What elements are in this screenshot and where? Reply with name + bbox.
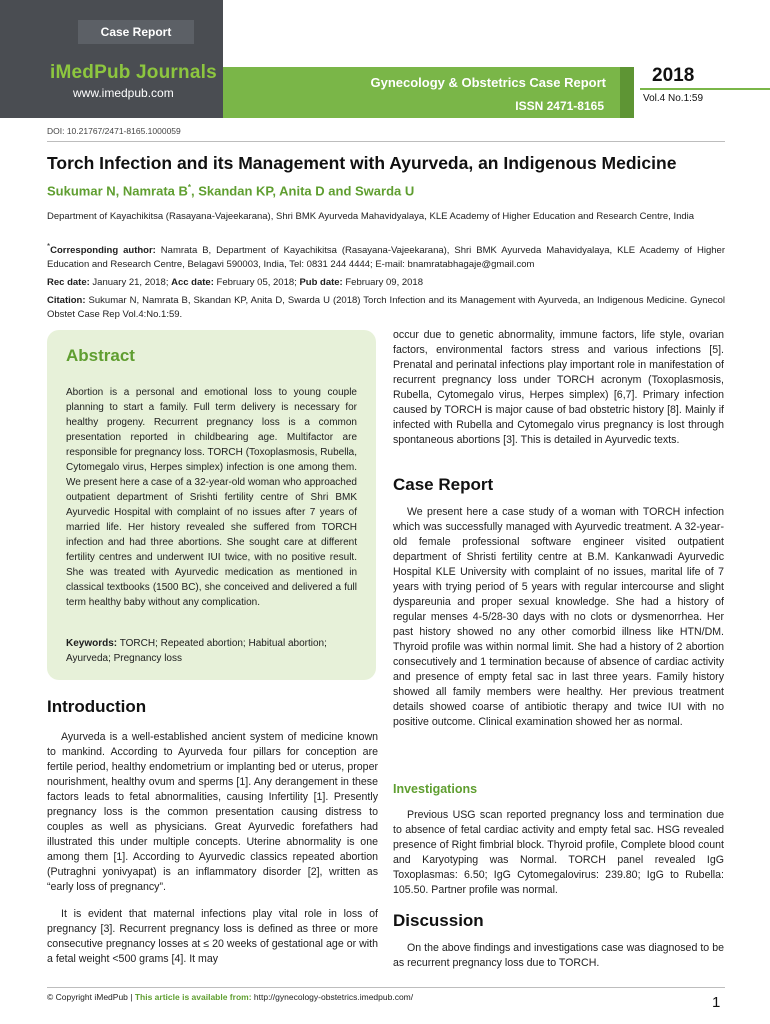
article-title: Torch Infection and its Management with Ayurveda, an Indigenous Medicine <box>47 153 677 173</box>
citation <box>47 294 725 322</box>
article-url[interactable]: http://gynecology-obstetrics.imedpub.com/ <box>253 992 414 1002</box>
citation-text: Sukumar N, Namrata B, Skandan KP, Anita D, Swarda U (2018) Torch Infection and its Management with Ayurveda, an Indigenous Medicine. Gynecol Obstet Case Rep Vol.4:No.1:59. <box>47 295 725 320</box>
corr-label: Corresponding author: <box>50 245 156 257</box>
authors-first: Sukumar N, Namrata B <box>47 183 188 199</box>
case-report-heading: Case Report <box>393 475 494 494</box>
investigations-paragraph: Previous USG scan reported pregnancy loss and termination due to absence of fetal cardiac activity and empty fetal sac. HSG revealed presence of Right fimbrial block. Thyroid profile, Complete blood count and Karyotyping was Normal. TORCH panel revealed IgG Toxoplasmas: 6.50; IgG Cytomegalovirus: 239.80; IgG to Rubella: 105.50. Partner profile was normal. <box>393 809 724 896</box>
doi-divider <box>47 141 725 142</box>
affiliation: Department of Kayachikitsa (Rasayana-Vajeekarana), Shri BMK Ayurveda Mahavidyalaya, KLE Academy of Higher Education and Research Centre, India <box>47 211 695 222</box>
corresponding-mark: * <box>187 183 192 192</box>
corr-mark: * <box>47 242 51 251</box>
article-type-badge: Case Report <box>78 20 194 44</box>
acc-value: February 05, 2018; <box>213 277 300 288</box>
discussion-paragraph: On the above findings and investigations case was diagnosed to be as recurrent pregnancy loss due to TORCH. <box>393 942 724 969</box>
keywords <box>66 636 357 666</box>
rec-label: Rec date: <box>47 277 90 288</box>
pub-label: Pub date: <box>299 277 343 288</box>
case-report-paragraph: We present here a case study of a woman with TORCH infection which was successfully managed with Ayurvedic treatment. A 32-year-old female professional software engineer visited outpatient department of Shristi fertility centre at B.M. Kankanwadi Ayurvedic Hospital KLE University with complaint of no issues, marital life of 7 years with trying period of 5 years with regular intercourse and slight dyspareunia and proper sexual knowledge. She had a history of regular menses 4-5/28-30 days with no clots or dysmenorrhea. Her past history showed no any other comorbid illness like HTN/DM. Thyroid profile was within normal limit. She had a history of 2 abortion consecutively and 1 termination because of absence of cardiac activity and presence of empty fetal sac in last three years. Family history showed all family members were healthy. Her previous treatment details showed coarse of antibiotic therapy and twice IUI with no positive outcome. Clinical examination showed her as normal. <box>393 506 724 728</box>
header-dark-panel <box>0 0 223 118</box>
rec-value: January 21, 2018; <box>89 277 172 288</box>
abstract-heading: Abstract <box>66 346 135 365</box>
issn: ISSN 2471-8165 <box>515 99 604 113</box>
volume-issue: Vol.4 No.1:59 <box>643 93 704 104</box>
page-number: 1 <box>712 994 721 1011</box>
header-green-accent <box>620 67 634 118</box>
abstract-text: Abortion is a personal and emotional loss to young couple planning to start a family. Full term delivery is necessary for healthy progeny. Recurrent pregnancy loss is a common presentation reported in childbearing age. Multifactor are responsible for pregnancy loss. TORCH (Toxoplasmosis, Rubella, Cytomegalo virus, Herpes simplex) infection is one among them. We present here a case of a 32-year-old woman who approached outpatient department of Srishti fertility centre of Shri BMK Ayurvedic Hospital with complaint of no issues after 7 years of married life. Her history revealed she suffered from TORCH infection and had three abortions. She sought care at different fertility centres and underwent IUI twice, with no positive result. She was treated with Ayurvedic medication as mentioned in classical textbooks (1500 BC), she conceived and delivered a full term healthy baby without any complication. <box>66 387 357 608</box>
pub-value: February 09, 2018 <box>342 277 423 288</box>
availability-label: This article is available from: <box>134 992 254 1002</box>
header-divider <box>640 88 770 90</box>
footer-divider <box>47 987 725 988</box>
corresponding-author <box>47 240 725 272</box>
publisher-url[interactable]: www.imedpub.com <box>73 86 174 100</box>
keywords-text: TORCH; Repeated abortion; Habitual abortion; Ayurveda; Pregnancy loss <box>66 638 327 664</box>
investigations-heading: Investigations <box>393 782 478 796</box>
keywords-label: Keywords: <box>66 638 118 649</box>
dates <box>47 276 725 290</box>
copyright: © Copyright iMedPub | <box>47 992 135 1002</box>
author-list <box>47 183 414 198</box>
journal-name: Gynecology & Obstetrics Case Report <box>370 75 606 90</box>
publication-year: 2018 <box>652 65 695 86</box>
introduction-continued: occur due to genetic abnormality, immune factors, life style, ovarian factors, environmental factors stress and various infections [5]. Prenatal and perinatal infections play important role in manifestation of recurrent pregnancy loss under TORCH acronym (Toxoplasmosis, Rubella, Cytomegalo virus, Herpes simplex) [6,7]. Primary infection caused by TORCH is major cause of bad obstetric history [8]. Mainly if infected with Rubella and Cytomegalo virus pregnancy is lost through spontaneous abortions [3]. This is detailed in Ayurvedic texts. <box>393 329 724 446</box>
discussion-heading: Discussion <box>393 911 484 930</box>
authors-rest: , Skandan KP, Anita D and Swarda U <box>191 183 415 199</box>
introduction-heading: Introduction <box>47 697 147 716</box>
introduction-paragraph-2: It is evident that maternal infections play vital role in loss of pregnancy [3]. Recurrent pregnancy loss is defined as three or more consecutive pregnancy losses at ≤ 20 weeks of gestational age or with a fetal weight <500 grams [4]. It may <box>47 908 378 965</box>
introduction-paragraph-1: Ayurveda is a well-established ancient system of medicine known to mankind. According to Ayurveda four pillars for conception are fertile period, healthy endometrium or implanting bed or uterus, proper nourishment, healthy ovum and sperms [1]. Any derangement in these factors leads to fetal abnormalities, causing Infertility [1]. Presently pregnancy loss is the common presentation causing distress to couples as well as physicians. Great Ayurvedic forefathers had illustrated this under multiple concepts. Uterine abnormality is one among them [1]. According to Ayurvedic classics repeated abortion (Putraghni yonivyapat) is an inflammatory disorder [2], written as “early loss of pregnancy”. <box>47 731 378 893</box>
acc-label: Acc date: <box>171 277 214 288</box>
citation-label: Citation: <box>47 295 86 306</box>
doi[interactable]: DOI: 10.21767/2471-8165.1000059 <box>47 126 181 136</box>
publisher-logo: iMedPub Journals <box>50 62 217 83</box>
footer <box>47 992 413 1002</box>
corr-text: Namrata B, Department of Kayachikitsa (Rasayana-Vajeekarana), Shri BMK Ayurveda Mahavidyalaya, KLE Academy of Higher Education and Research Centre, Belagavi 590003, India, Tel: 0831 244 4444; E-mail: bnamratabhagaje@gmail.com <box>47 245 725 271</box>
